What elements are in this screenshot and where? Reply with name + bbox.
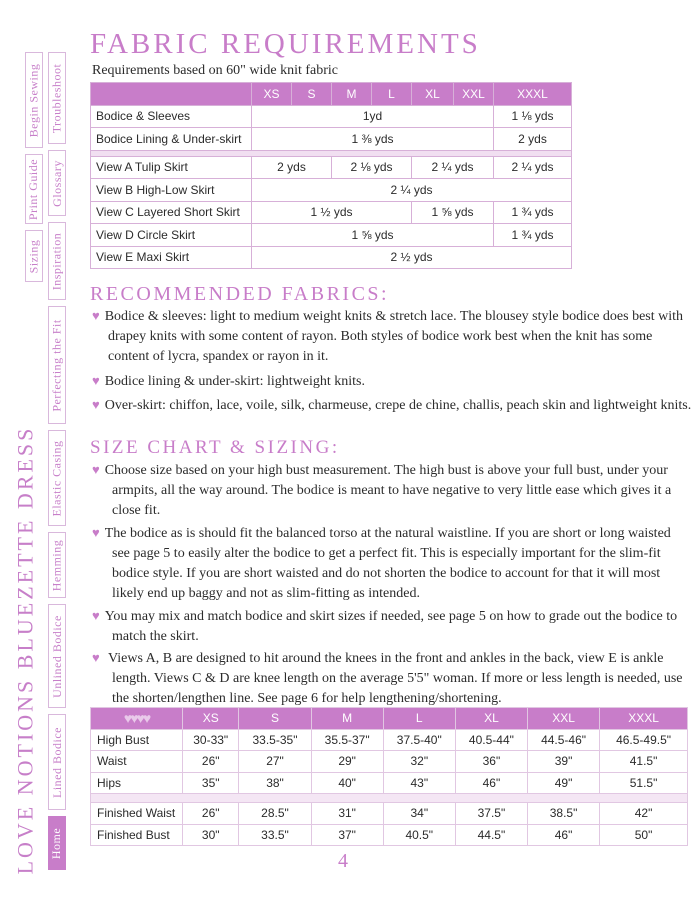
table-row: Finished Bust 30" 33.5" 37" 40.5" 44.5" 46" 50" [91, 824, 688, 846]
fabric-subtitle: Requirements based on 60" wide knit fabric [92, 63, 338, 78]
hearts-icon: ♥♥♥♥ [123, 710, 150, 727]
list-item: ♥ You may mix and match bodice and skirt sizes if needed, see page 5 on how to grade out the bodice to match the skirt. [92, 608, 678, 644]
page-number: 4 [338, 850, 348, 872]
size-chart-table [90, 707, 688, 846]
heart-icon: ♥ [92, 608, 100, 623]
table-spacer [91, 794, 688, 803]
heart-icon: ♥ [92, 650, 100, 665]
recommended-fabrics-heading: RECOMMENDED FABRICS: [90, 283, 390, 305]
size-chart-heading: SIZE CHART & SIZING: [90, 437, 340, 458]
table-header-row: ♥♥♥♥ XS S M L XL XXL XXXL [91, 708, 688, 730]
table-row: View C Layered Short Skirt 1 ½ yds 1 ⅝ yds 1 ¾ yds [91, 201, 572, 224]
tab-inspiration[interactable]: Inspiration [48, 222, 66, 300]
heart-icon: ♥ [92, 373, 100, 388]
table-row: View D Circle Skirt 1 ⅝ yds 1 ¾ yds [91, 224, 572, 247]
table-row: View E Maxi Skirt 2 ½ yds [91, 246, 572, 269]
tab-begin-sewing[interactable]: Begin Sewing [25, 52, 43, 148]
table-row: Waist 26" 27" 29" 32" 36" 39" 41.5" [91, 751, 688, 773]
tab-glossary[interactable]: Glossary [48, 150, 66, 216]
tab-print-guide[interactable]: Print Guide [25, 154, 43, 224]
heart-icon: ♥ [92, 525, 100, 540]
list-item: ♥ Bodice & sleeves: light to medium weight knits & stretch lace. The blousey style bodice does best with drapey knits with some content of rayon. Both styles of bodice work best when the knit has some content of lycra, spandex or rayon in it. [92, 308, 684, 364]
table-row: Bodice & Sleeves 1yd 1 ⅛ yds [91, 105, 572, 128]
table-header-row: XS S M L XL XXL XXXL [91, 83, 572, 106]
table-row: Bodice Lining & Under-skirt 1 ⅜ yds 2 yds [91, 128, 572, 151]
table-row: View A Tulip Skirt 2 yds 2 ⅛ yds 2 ¼ yds 2 ¼ yds [91, 156, 572, 179]
fabric-requirements-table [90, 82, 572, 269]
list-item: ♥ Bodice lining & under-skirt: lightweight knits. [92, 373, 365, 389]
tab-perfecting-the-fit[interactable]: Perfecting the Fit [48, 306, 66, 424]
tab-lined-bodice[interactable]: Lined Bodice [48, 714, 66, 810]
list-item: ♥ Over-skirt: chiffon, lace, voile, silk, charmeuse, crepe de chine, challis, peach skin and lightweight knits. [92, 397, 692, 413]
heart-icon: ♥ [92, 308, 100, 323]
table-row: View B High-Low Skirt 2 ¼ yds [91, 179, 572, 202]
page-title: FABRIC REQUIREMENTS [90, 28, 481, 60]
tab-unlined-bodice[interactable]: Unlined Bodice [48, 604, 66, 708]
table-row: Hips 35" 38" 40" 43" 46" 49" 51.5" [91, 772, 688, 794]
table-row: High Bust 30-33" 33.5-35" 35.5-37" 37.5-40" 40.5-44" 44.5-46" 46.5-49.5" [91, 729, 688, 751]
tab-hemming[interactable]: Hemming [48, 532, 66, 598]
tab-troubleshoot[interactable]: Troubleshoot [48, 52, 66, 144]
list-item: ♥ Views A, B are designed to hit around the knees in the front and ankles in the back, view E is ankle length. Views C & D are knee length on the average 5'5" woman. If more or less length is needed, use the shorten/lengthen line. See page 6 for help lengthening/shortening. [92, 650, 683, 706]
list-item: ♥ Choose size based on your high bust measurement. The high bust is above your full bust, under your armpits, all the way around. The bodice is meant to have negative to very little ease which gives it a close fit. [92, 462, 672, 518]
heart-icon: ♥ [92, 397, 100, 412]
tab-sizing[interactable]: Sizing [25, 230, 43, 282]
tab-home[interactable]: Home [48, 816, 66, 870]
heart-icon: ♥ [92, 462, 100, 477]
brand-title: LOVE NOTIONS BLUEZETTE DRESS [12, 425, 37, 875]
list-item: ♥ The bodice as is should fit the balanced torso at the natural waistline. If you are short or long waisted see page 5 to easily alter the bodice to get a perfect fit. This is especially important for the slim-fit bodice style. If you are short waisted and do not shorten the bodice to account for that it will most likely end up baggy and not as slim-fitting as intended. [92, 525, 671, 601]
tab-elastic-casing[interactable]: Elastic Casing [48, 430, 66, 526]
table-row: Finished Waist 26" 28.5" 31" 34" 37.5" 38.5" 42" [91, 803, 688, 825]
